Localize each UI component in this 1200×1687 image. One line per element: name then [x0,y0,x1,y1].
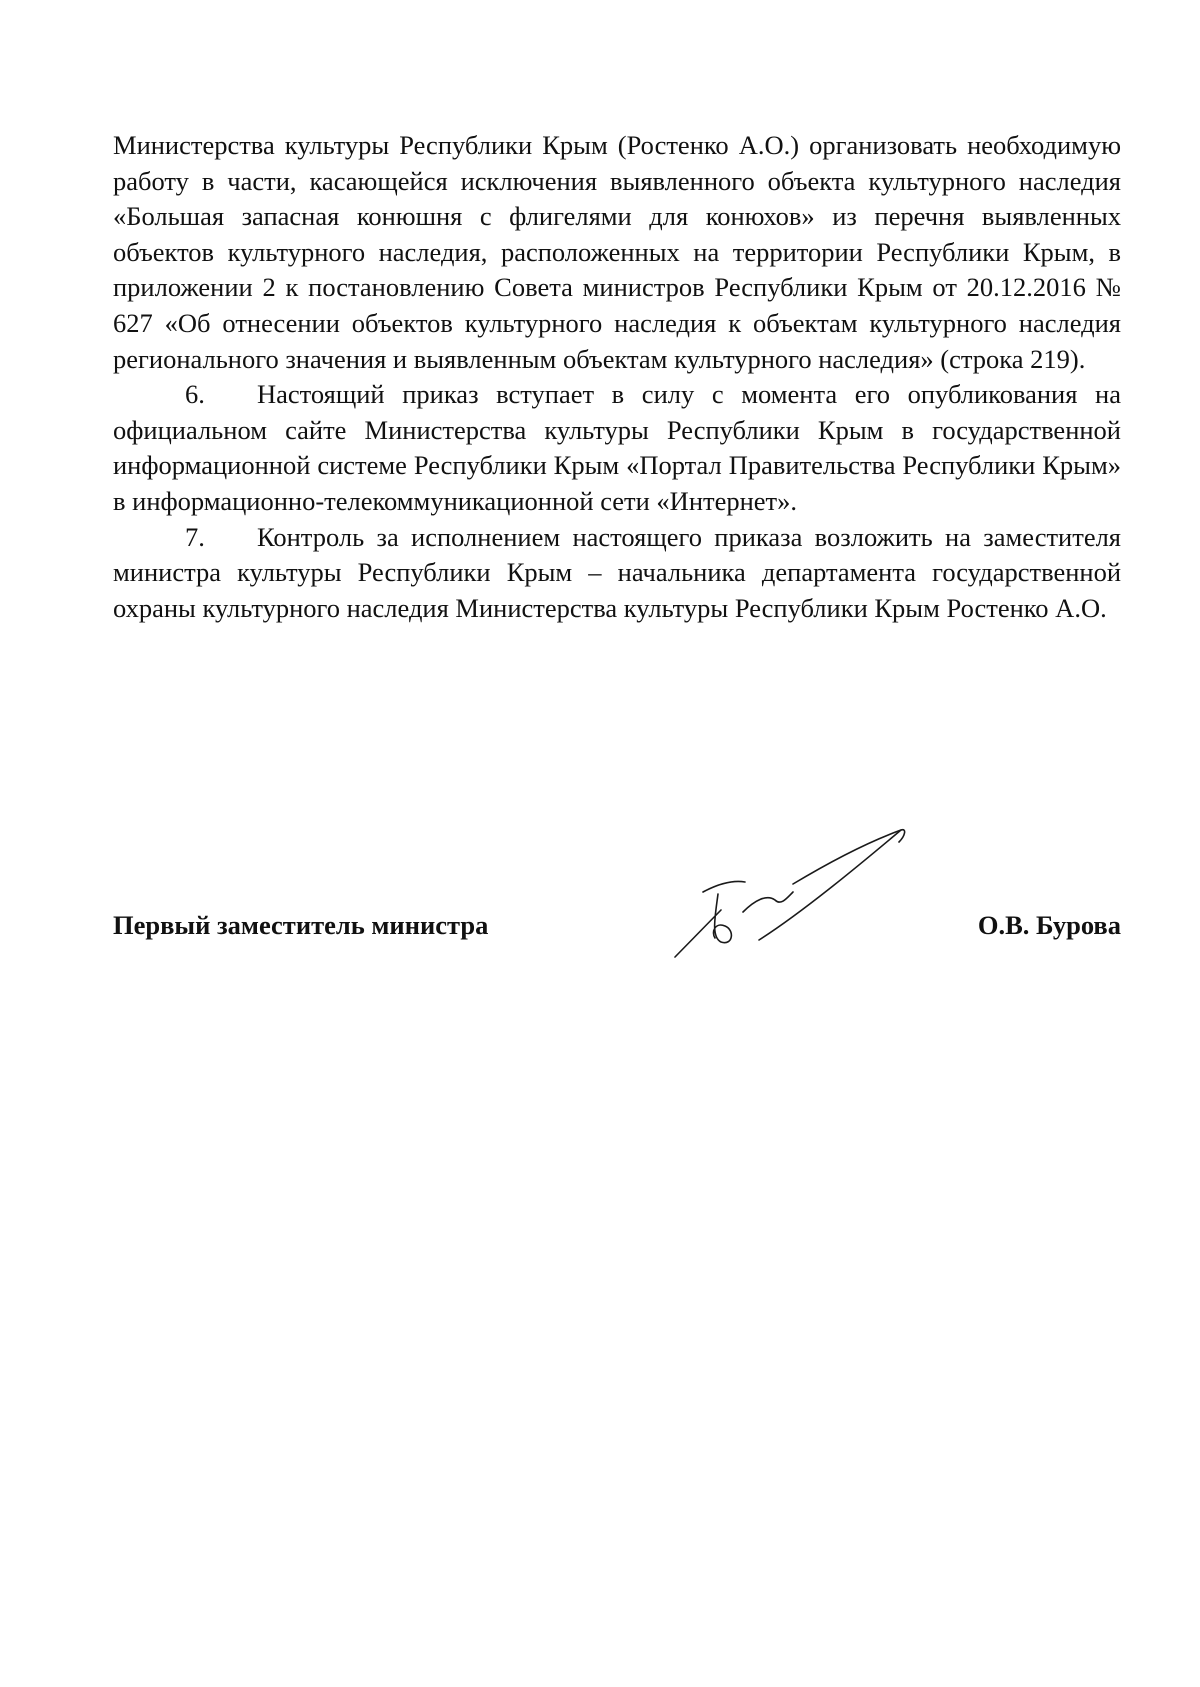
handwritten-signature [663,822,923,967]
item-number: 6. [185,379,205,410]
signer-title: Первый заместитель министра [113,910,489,940]
paragraph-item-7 [113,520,1121,627]
paragraph-continuation: Министерства культуры Республики Крым (Ростенко А.О.) организовать необходимую работу в части, касающейся исключения выявленного объекта культурного наследия «Большая запасная конюшня с флигелями для конюхов» из перечня выявленных объектов культурного наследия, расположенных на территории Республики Крым, в приложении 2 к постановлению Совета министров Республики Крым от 20.12.2016 № 627 «Об отнесении объектов культурного наследия к объектам культурного наследия регионального значения и выявленным объектам культурного наследия» (строка 219). [113,130,1121,374]
item-number: 7. [185,521,205,552]
signer-name: О.В. Бурова [977,910,1121,940]
item-text: Настоящий приказ вступает в силу с момента его опубликования на официальном сайте Министерства культуры Республики Крым в государственной информационной системе Республики Крым «Портал Правительства Республики Крым» в информационно-телекоммуникационной сети «Интернет». [113,379,1121,516]
item-text: Контроль за исполнением настоящего приказа возложить на заместителя министра культуры Республики Крым – начальника департамента государственной охраны культурного наследия Министерства культуры Республики Крым Ростенко А.О. [113,521,1121,623]
paragraph-item-6 [113,377,1121,519]
document-body [113,128,1121,626]
signature-block [113,900,1121,1020]
